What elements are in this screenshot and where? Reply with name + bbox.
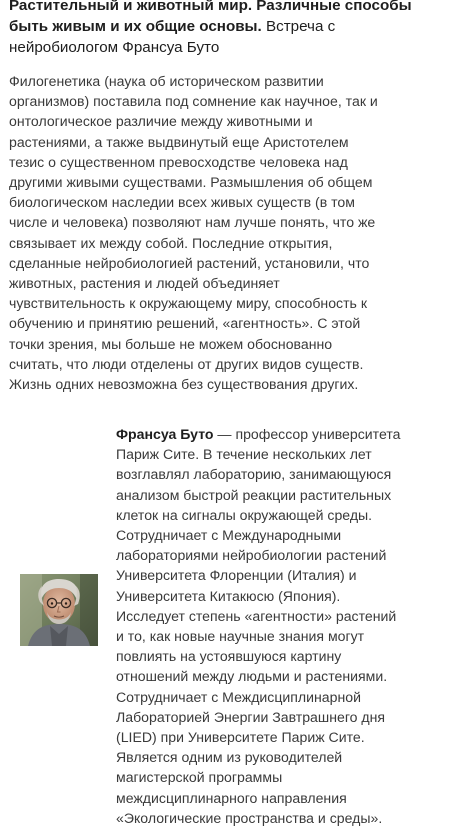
intro-line: организмов) поставила под сомнение как научное, так и [9,93,378,110]
author-portrait-photo [20,574,98,646]
intro-line: связывает их между собой. Последние открытия, [9,234,333,251]
intro-line: животных, растения и людей объединяет [9,275,280,292]
bio-line: (LIED) при Университете Париж Сите. [116,729,365,746]
bio-line: повлиять на устоявшуюся картину [116,648,342,665]
bio-first-line [116,424,448,444]
intro-line: числе и человека) позволяют нам лучше понять, что же [9,214,376,231]
intro-paragraph [9,71,445,394]
bio-line: Сотрудничает с Междисциплинарной [116,688,361,705]
bio-line: Университета Флоренции (Италия) и [116,567,357,584]
bio-line: и то, как новые научные знания могут [116,628,365,645]
bio-line: клеток на сигналы окружающей среды. [116,506,373,523]
intro-line: точки зрения, мы больше не можем обоснованно [9,335,333,352]
bio-line: лабораториями нейробиологии растений [116,547,387,564]
header-line-1 [9,0,441,16]
intro-line: чувствительность к окружающему миру, способность к [9,295,367,312]
header-line-3 [9,37,441,58]
bio-line: Париж Сите. В течение нескольких лет [116,446,372,463]
bio-line: возглавлял лабораторию, занимающуюся [116,466,392,483]
intro-line: обучению и принятию решений, «агентность». С этой [9,315,361,332]
header-line-2 [9,16,441,37]
header-title-part: Растительный и животный мир. Различные способы [9,0,412,14]
bio-line: Университета Китакюсю (Япония). [116,587,341,604]
bio-line: отношений между людьми и растениями. [116,668,388,685]
intro-line: растениями, а также выдвинутый еще Аристотелем [9,133,349,150]
intro-line: сделанные нейробиологией растений, установили, что [9,254,370,271]
bio-line: Лабораторией Энергии Завтрашнего дня [116,708,386,725]
intro-line: биологическом наследии всех живых существ (в том [9,194,355,211]
article-header [9,0,441,58]
header-title-part: быть живым и их общие основы. [9,18,262,35]
intro-line: онтологическое различие между животными и [9,113,313,130]
header-subtitle-part: нейробиологом Франсуа Буто [9,39,220,56]
bio-line: Исследует степень «агентности» растений [116,607,397,624]
intro-line: тезис о существенном превосходстве человека над [9,153,348,170]
author-bio [116,424,448,828]
bio-line: анализом быстрой реакции растительных [116,486,392,503]
intro-line: считать, что люди отделены от других видов существ. [9,355,364,372]
bio-line: Сотрудничает с Международными [116,527,342,544]
bio-line: «Экологические пространства и среды». [116,809,383,826]
bio-line: — профессор университета [213,426,401,442]
author-name: Франсуа Буто [116,426,214,442]
intro-line: Жизнь одних невозможна без существования других. [9,376,359,393]
bio-line: Является одним из руководителей [116,749,343,766]
header-subtitle-part: Встреча с [261,18,336,35]
bio-line: междисциплинарного направления [116,789,347,806]
bio-line: магистерской программы [116,769,283,786]
portrait-image [20,574,98,646]
intro-line: другими живыми существами. Размышления об общем [9,174,373,191]
intro-line: Филогенетика (наука об историческом развитии [9,73,324,89]
